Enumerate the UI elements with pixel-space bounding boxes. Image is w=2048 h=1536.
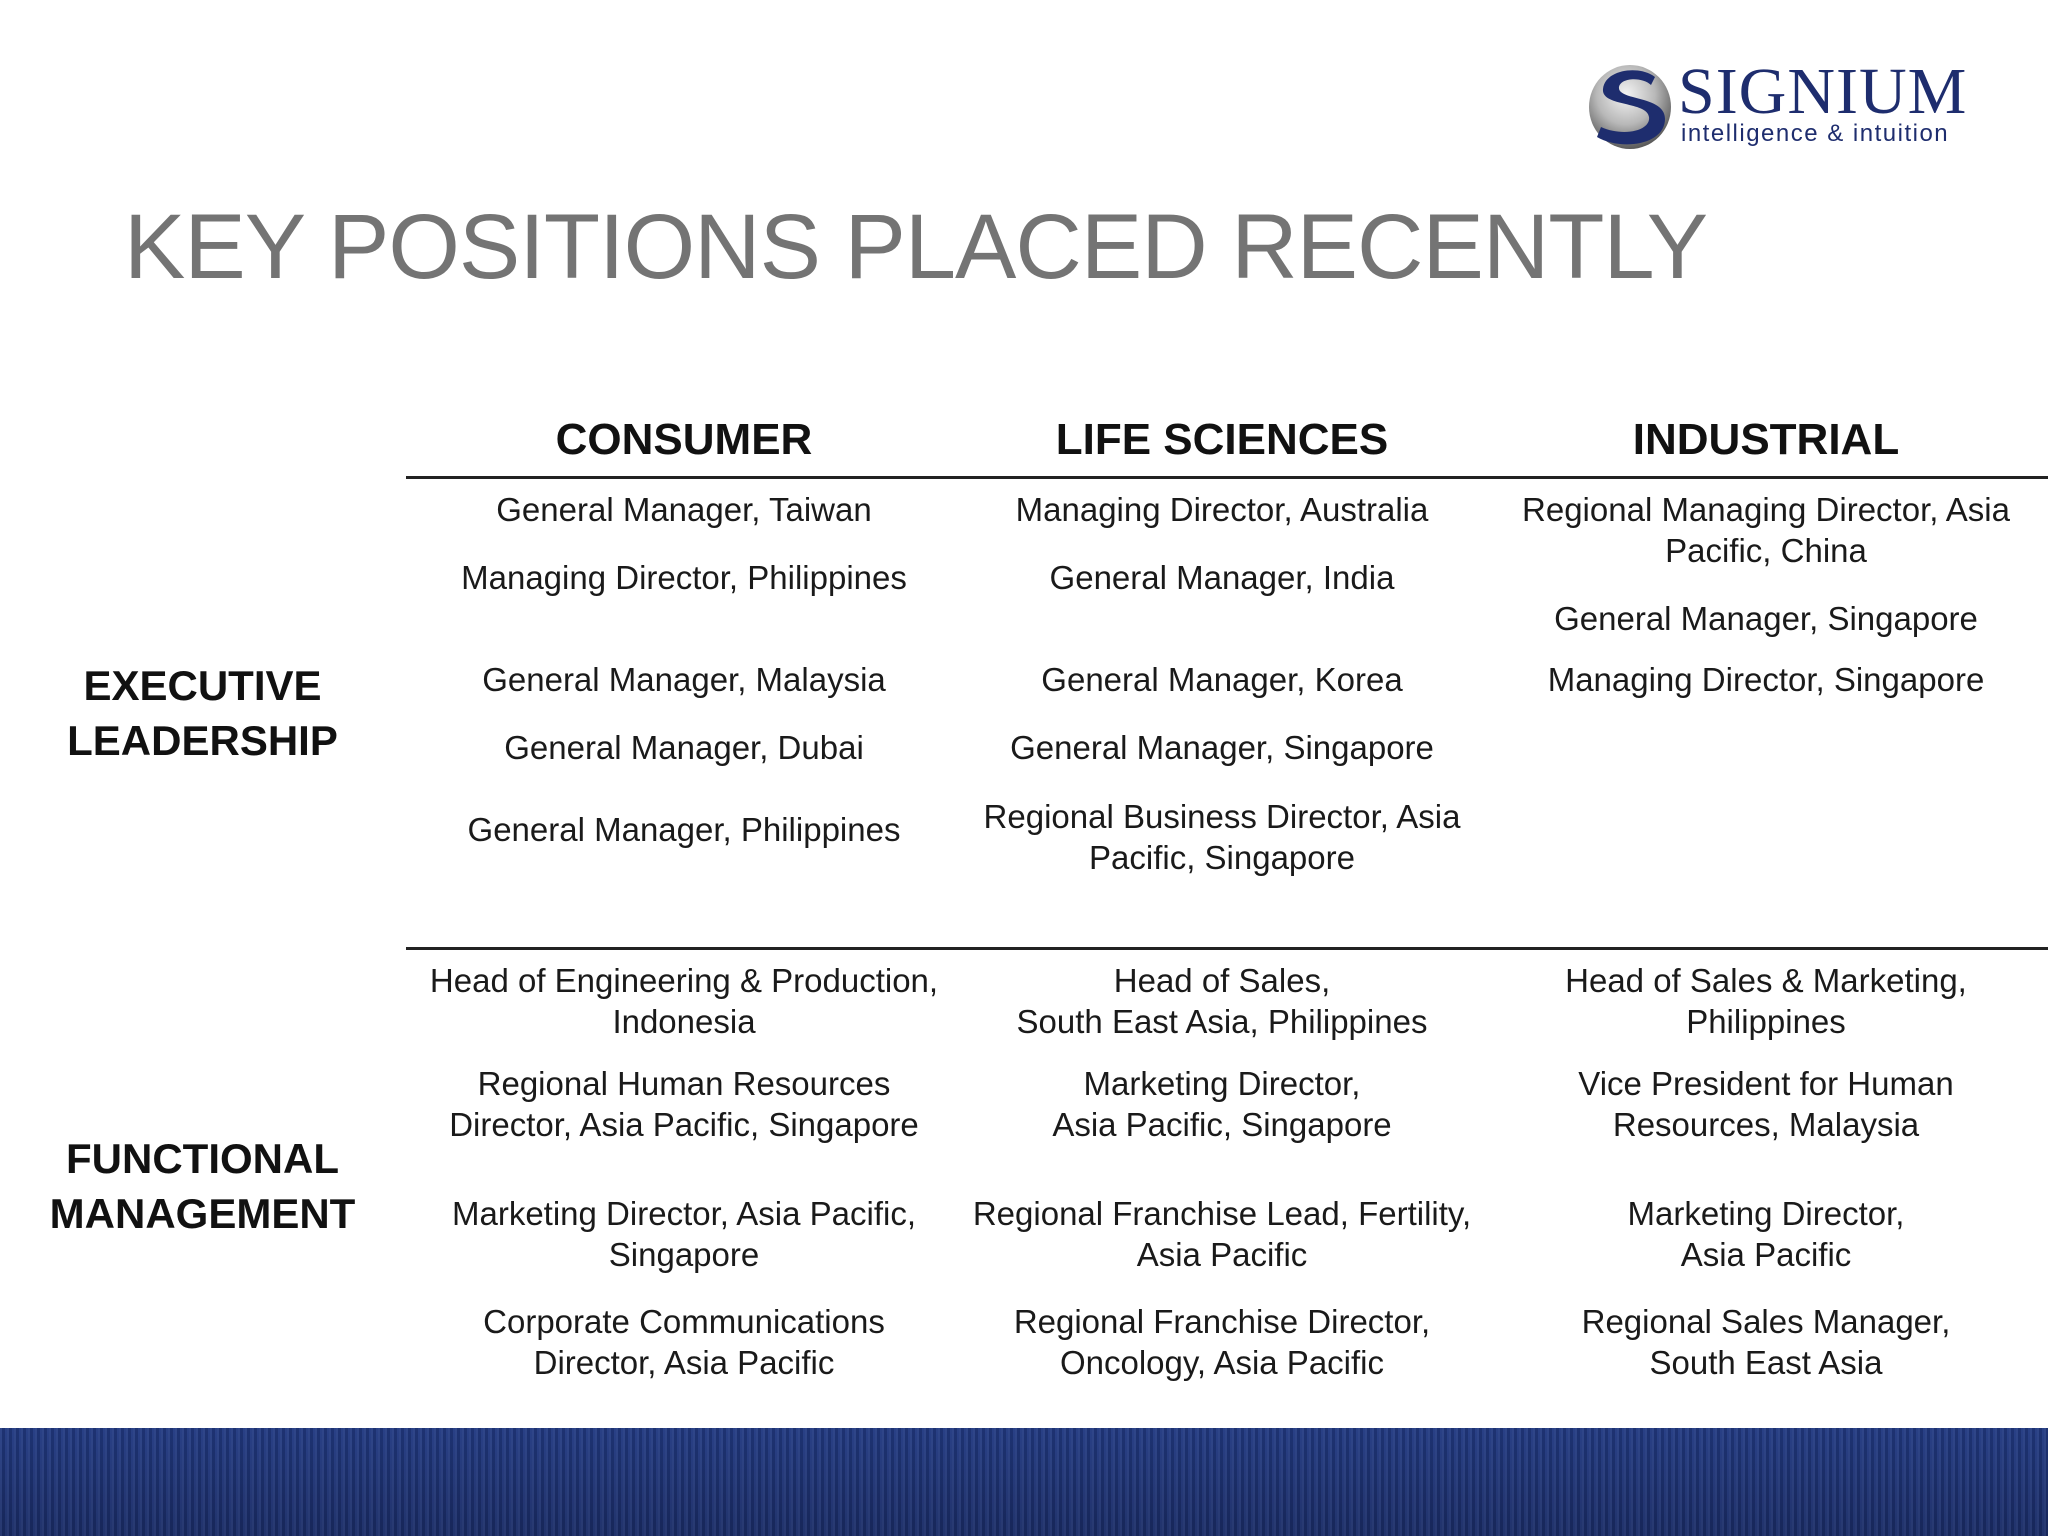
row-label-executive-leadership — [0, 658, 405, 768]
column-header-consumer: CONSUMER — [555, 415, 813, 464]
position-line: South East Asia — [1649, 1344, 1883, 1381]
position-cell: Managing Director, Australia — [1015, 491, 1429, 528]
position-line: Marketing Director, — [1083, 1065, 1361, 1102]
header-divider — [406, 476, 2048, 479]
position-cell — [962, 960, 1482, 1042]
position-cell: General Manager, Taiwan — [496, 491, 872, 528]
position-line: Head of Engineering & Production, — [429, 962, 939, 999]
position-line: Oncology, Asia Pacific — [1059, 1344, 1385, 1381]
position-cell — [1506, 1063, 2026, 1145]
footer-band — [0, 1428, 2048, 1536]
signium-logo — [1585, 55, 1975, 155]
position-cell: General Manager, Malaysia — [482, 661, 886, 698]
position-cell: General Manager, Dubai — [504, 729, 864, 766]
position-cell: Managing Director, Singapore — [1547, 661, 1985, 698]
row-label-line: MANAGEMENT — [49, 1190, 356, 1237]
position-cell — [424, 1063, 944, 1145]
signium-swirl-icon — [1585, 57, 1675, 153]
logo-wordmark: SIGNIUM — [1678, 55, 1968, 128]
row-label-functional-management — [0, 1131, 405, 1241]
position-cell — [962, 1301, 1482, 1383]
position-line: Head of Sales, — [1113, 962, 1331, 999]
position-cell — [424, 1301, 944, 1383]
section-divider — [406, 947, 2048, 950]
logo-tagline: intelligence & intuition — [1681, 120, 1950, 147]
position-cell — [424, 1193, 944, 1275]
position-cell — [962, 796, 1482, 878]
position-cell: Managing Director, Philippines — [461, 559, 907, 596]
position-line: Indonesia — [612, 1003, 756, 1040]
column-header-life-sciences: LIFE SCIENCES — [1055, 415, 1389, 464]
position-line: Pacific, Singapore — [1089, 839, 1355, 876]
position-line: Resources, Malaysia — [1612, 1106, 1920, 1143]
position-line: Asia Pacific — [1680, 1236, 1852, 1273]
position-cell — [424, 960, 944, 1042]
position-line: Regional Human Resources — [477, 1065, 891, 1102]
position-cell: General Manager, Korea — [1041, 661, 1403, 698]
position-line: Regional Sales Manager, — [1581, 1303, 1951, 1340]
position-line: Corporate Communications — [483, 1303, 885, 1340]
row-label-line: FUNCTIONAL — [66, 1135, 339, 1182]
column-header-industrial: INDUSTRIAL — [1632, 415, 1900, 464]
position-cell: General Manager, Philippines — [467, 811, 901, 848]
position-line: Singapore — [608, 1236, 760, 1273]
position-cell — [1506, 960, 2026, 1042]
position-line: Regional Franchise Lead, Fertility, — [972, 1195, 1472, 1232]
position-line: Director, Asia Pacific, Singapore — [449, 1106, 919, 1143]
position-cell — [1506, 1301, 2026, 1383]
position-cell: General Manager, India — [1049, 559, 1395, 596]
position-line: Asia Pacific, Singapore — [1052, 1106, 1392, 1143]
position-line: Marketing Director, — [1627, 1195, 1905, 1232]
position-line: Director, Asia Pacific — [533, 1344, 835, 1381]
position-cell: General Manager, Singapore — [1010, 729, 1434, 766]
position-cell: General Manager, Singapore — [1554, 600, 1978, 637]
position-cell — [962, 1193, 1482, 1275]
position-line: South East Asia, Philippines — [1016, 1003, 1428, 1040]
position-line: Regional Managing Director, Asia — [1522, 491, 2010, 528]
position-cell — [1506, 1193, 2026, 1275]
position-line: Vice President for Human — [1578, 1065, 1954, 1102]
position-line: Pacific, China — [1665, 532, 1867, 569]
position-line: Philippines — [1686, 1003, 1846, 1040]
position-cell — [1506, 489, 2026, 571]
position-line: Regional Business Director, Asia — [983, 798, 1461, 835]
page-title: KEY POSITIONS PLACED RECENTLY — [124, 196, 1708, 298]
row-label-line: LEADERSHIP — [67, 717, 338, 764]
position-cell — [962, 1063, 1482, 1145]
position-line: Regional Franchise Director, — [1013, 1303, 1431, 1340]
position-line: Marketing Director, Asia Pacific, — [452, 1195, 916, 1232]
position-line: Asia Pacific — [1136, 1236, 1308, 1273]
row-label-line: EXECUTIVE — [83, 662, 322, 709]
position-line: Head of Sales & Marketing, — [1565, 962, 1967, 999]
